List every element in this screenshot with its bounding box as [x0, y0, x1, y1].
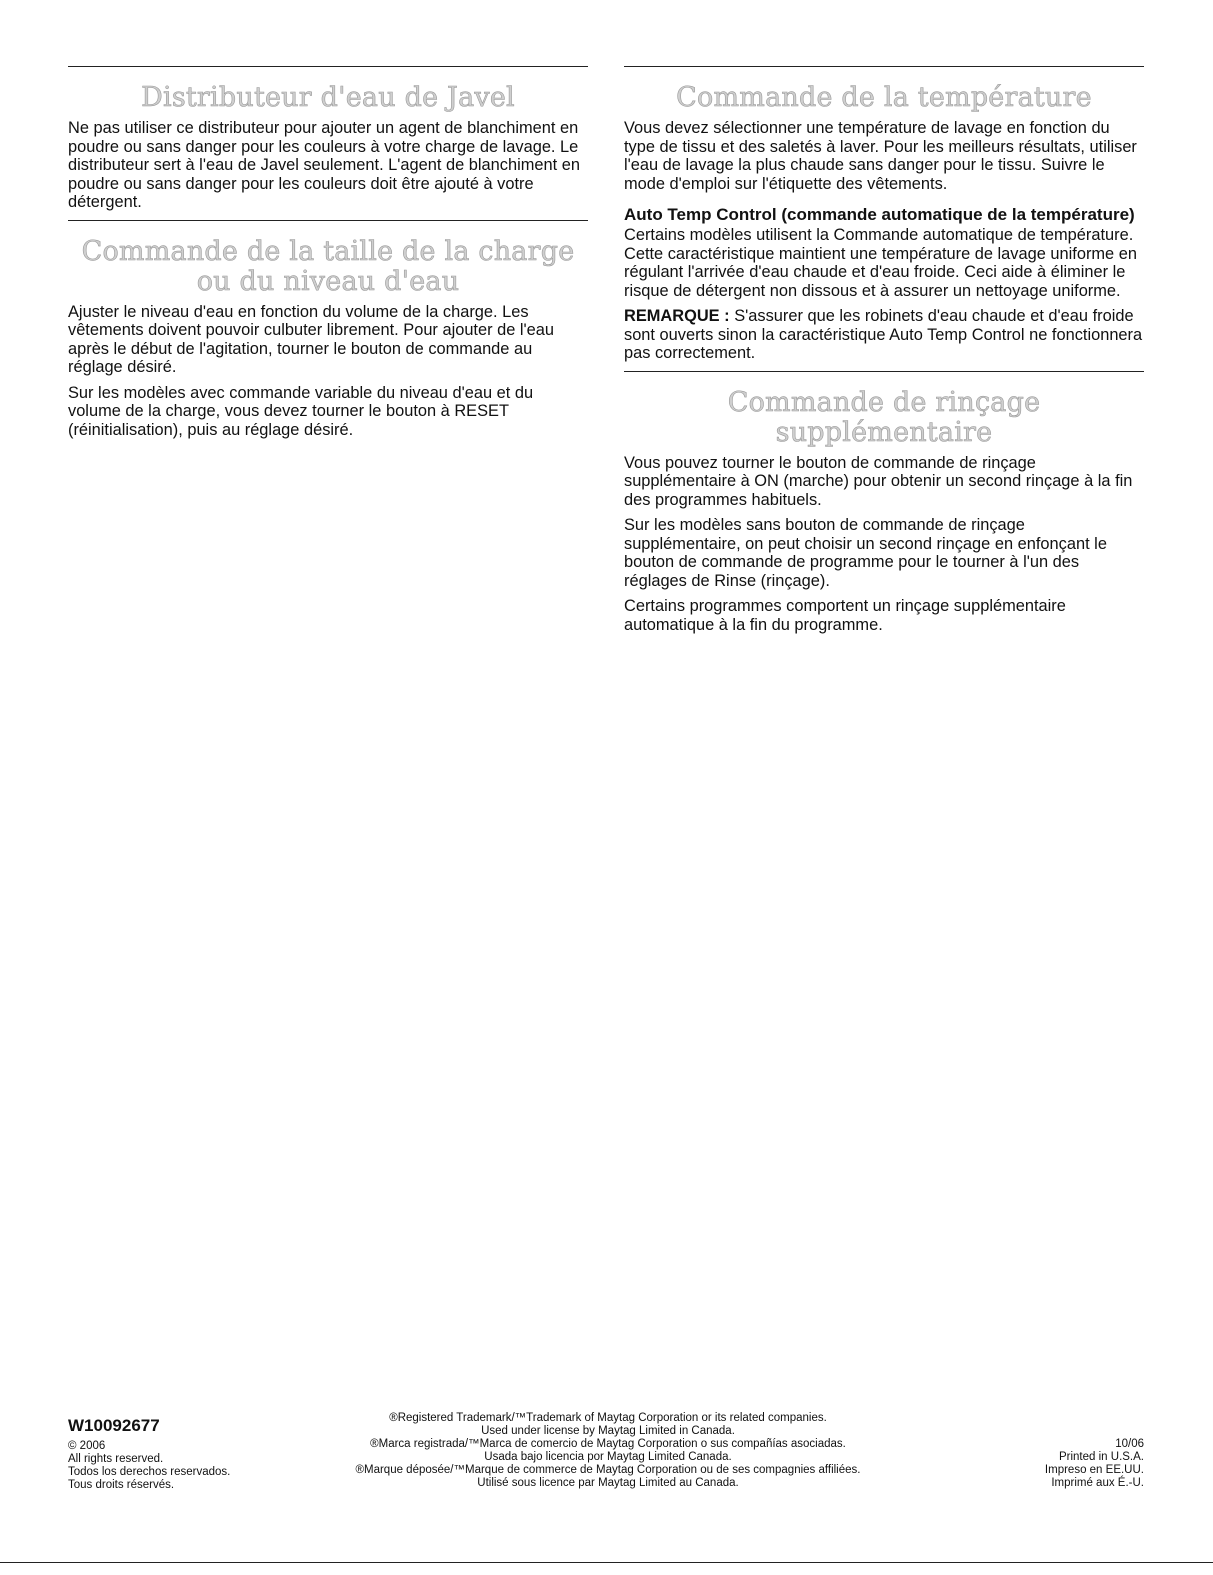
- trademark-line-4: Usada bajo licencia por Maytag Limited Canada.: [484, 1451, 732, 1463]
- section-title-extra-rinse: Commande de rinçage supplémentaire: [727, 386, 1041, 448]
- document-id: W10092677: [68, 1416, 160, 1435]
- auto-temp-subhead: Auto Temp Control (commande automatique de la température): [624, 205, 1135, 224]
- trademark-line-1: ®Registered Trademark/™Trademark of Maytag Corporation or its related companies.: [389, 1412, 827, 1424]
- load-size-paragraph-1: Ajuster le niveau d'eau en fonction du volume de la charge. Les vêtements doivent pouvoir culbuter librement. Pour ajouter de l'eau après le début de l'agitation, tourner le bouton de commande au réglage désiré.: [68, 302, 555, 376]
- extra-rinse-paragraph-2: Sur les modèles sans bouton de commande de rinçage supplémentaire, on peut choisir un second rinçage en enfonçant le bouton de commande de programme pour le tourner à l'un des réglages de Rinse (rinçage).: [624, 516, 1107, 590]
- load-size-paragraph-2: Sur les modèles avec commande variable du niveau d'eau et du volume de la charge, vous devez tourner le bouton à RESET (réinitialisation), puis au réglage désiré.: [68, 383, 534, 439]
- print-info-block: [1045, 1438, 1144, 1490]
- temperature-section: [624, 66, 1144, 363]
- trademark-block: [298, 1412, 918, 1490]
- rights-line-en: All rights reserved.: [68, 1453, 164, 1465]
- printed-in-en: Printed in U.S.A.: [1058, 1451, 1144, 1463]
- copyright-line: © 2006: [68, 1440, 106, 1452]
- trademark-line-2: Used under license by Maytag Limited in Canada.: [481, 1425, 735, 1437]
- note-text: S'assurer que les robinets d'eau chaude et d'eau froide sont ouverts sinon la caractéristique Auto Temp Control ne fonctionnera pas correctement.: [624, 307, 1143, 362]
- trademark-line-5: ®Marque déposée/™Marque de commerce de Maytag Corporation ou de ses compagnies affiliées.: [355, 1464, 861, 1476]
- printed-in-fr: Imprimé aux É.-U.: [1051, 1477, 1144, 1489]
- section-title-load-size: Commande de la taille de la charge ou du niveau d'eau: [81, 235, 575, 297]
- rights-line-fr: Tous droits réservés.: [68, 1479, 175, 1491]
- print-date: 10/06: [1115, 1438, 1144, 1450]
- temperature-paragraph-1: Vous devez sélectionner une température de lavage en fonction du type de tissu et des saletés à laver. Pour les meilleurs résultats, utiliser l'eau de lavage la plus chaude sans danger pour le tissu. Suivre le mode d'emploi sur l'étiquette des vêtements.: [624, 119, 1137, 193]
- printed-in-es: Impreso en EE.UU.: [1044, 1464, 1144, 1476]
- extra-rinse-paragraph-1: Vous pouvez tourner le bouton de commande de rinçage supplémentaire à ON (marche) pour obtenir un second rinçage à la fin des programmes habituels.: [624, 453, 1133, 509]
- bleach-dispenser-section: [68, 66, 588, 212]
- auto-temp-paragraph: Certains modèles utilisent la Commande automatique de température. Cette caractéristique maintient une température de lavage uniforme en régulant l'arrivée d'eau chaude et d'eau froide. Ceci aide à éliminer le risque de détergent non dissous et à assurer un nettoyage uniforme.: [624, 226, 1137, 300]
- right-column: [624, 66, 1144, 642]
- auto-temp-note: [624, 307, 1144, 363]
- trademark-line-3: ®Marca registrada/™Marca de comercio de Maytag Corporation o sus compañías asociadas.: [370, 1438, 846, 1450]
- section-title-temperature: Commande de la température: [676, 82, 1092, 113]
- page-footer: [68, 1412, 1144, 1512]
- note-label: REMARQUE :: [624, 307, 730, 325]
- bottom-divider: [0, 1562, 1213, 1563]
- trademark-line-6: Utilisé sous licence par Maytag Limited au Canada.: [477, 1477, 739, 1489]
- rights-line-es: Todos los derechos reservados.: [68, 1466, 231, 1478]
- load-size-section: [68, 220, 588, 440]
- bleach-paragraph-1: Ne pas utiliser ce distributeur pour ajouter un agent de blanchiment en poudre ou sans danger pour les couleurs à votre charge de lavage. Le distributeur sert à l'eau de Javel seulement. L'agent de blanchiment en poudre ou sans danger pour les couleurs doit être ajouté à votre détergent.: [68, 119, 580, 211]
- section-title-bleach: Distributeur d'eau de Javel: [141, 82, 515, 113]
- extra-rinse-paragraph-3: Certains programmes comportent un rinçage supplémentaire automatique à la fin du programme.: [624, 597, 1066, 634]
- left-column: [68, 66, 588, 447]
- extra-rinse-section: [624, 371, 1144, 635]
- rights-block: [68, 1440, 230, 1492]
